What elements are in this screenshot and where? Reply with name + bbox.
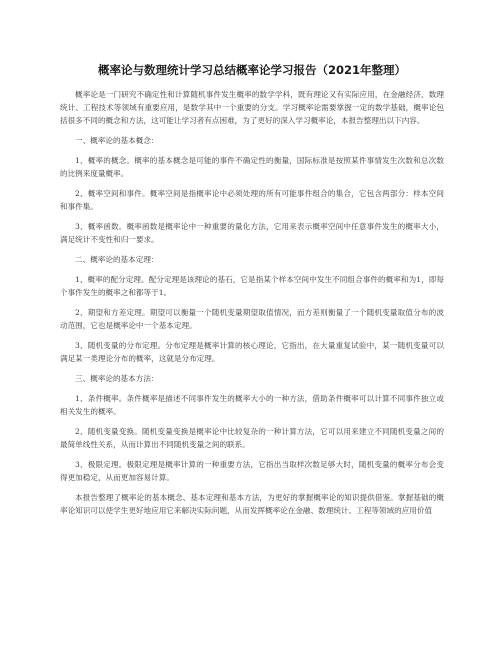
section-3-item-3: 3、极限定理。极限定理是概率计算的一种重要方法，它指出当取样次数足够大时，随机变量的概率分布会变得更加稳定，从而更加容易计算。 bbox=[60, 460, 444, 482]
section-1-item-3: 3、概率函数。概率函数是概率论中一种重要的量化方法，它用来表示概率空间中任意事件发生的概率大小，满足统计不变性和归一要求。 bbox=[60, 222, 444, 244]
section-2-item-1: 1、概率的配分定理。配分定理是该理论的基石，它是指某个样本空间中发生不同组合事件的概率和为1，即每个事件发生的概率之和都等于1。 bbox=[60, 275, 444, 297]
section-3-item-2: 2、随机变量变换。随机变量变换是概率论中比较复杂的一种计算方法，它可以用来建立不同随机变量之间的最简单线性关系，从而计算出不同随机变量之间的联系。 bbox=[60, 427, 444, 449]
document-title: 概率论与数理统计学习总结概率论学习报告（2021年整理） bbox=[97, 63, 406, 77]
section-2-item-3: 3、随机变量的分布定理。分布定理是概率计算的核心理论，它指出，在大量重复试验中，某一随机变量可以满足某一类理论分布的概率，这就是分布定理。 bbox=[60, 341, 444, 363]
section-2-item-2: 2、期望和方差定理。期望可以衡量一个随机变量期望取值情况，而方差则衡量了一个随机变量取值分布的波动范围，它也是概率论中一个基本定理。 bbox=[60, 308, 444, 330]
intro-paragraph: 概率论是一门研究不确定性和计算随机事件发生概率的数学学科，既有理论又有实际应用，在金融经济、数理统计、工程技术等领域有重要应用，是数学其中一个重要的分支。学习概率论需要掌握一定的数学基础，概率论包括很多不同的概念和方法，这可能让学习者有点困难，为了更好的深入学习概率论，本报告整理出以下内容。 bbox=[60, 90, 444, 125]
section-1-item-1: 1、概率的概念。概率的基本概念是可能的事件不确定性的衡量，国际标准是按照某件事情发生次数和总次数的比例来度量概率。 bbox=[60, 156, 444, 178]
conclusion-paragraph: 本报告整理了概率论的基本概念、基本定理和基本方法，为更好的掌握概率论的知识提供借鉴。掌握基础的概率论知识可以使学生更好地应用它来解决实际问题，从而发挥概率论在金融、数理统计、工程等领域的应用价值 bbox=[60, 493, 444, 515]
section-heading-1: 一、概率论的基本概念： bbox=[75, 136, 159, 145]
section-3-item-1: 1、条件概率。条件概率是描述不同事件发生的概率大小的一种方法，借助条件概率可以计算不同事件独立或相关发生的概率。 bbox=[60, 394, 444, 416]
section-heading-2: 二、概率论的基本定理： bbox=[75, 255, 159, 264]
section-heading-3: 三、概率论的基本方法： bbox=[75, 374, 159, 383]
section-1-item-2: 2、概率空间和事件。概率空间是指概率论中必须处理的所有可能事件组合的集合，它包含两部分：样本空间和事件集。 bbox=[60, 189, 444, 211]
